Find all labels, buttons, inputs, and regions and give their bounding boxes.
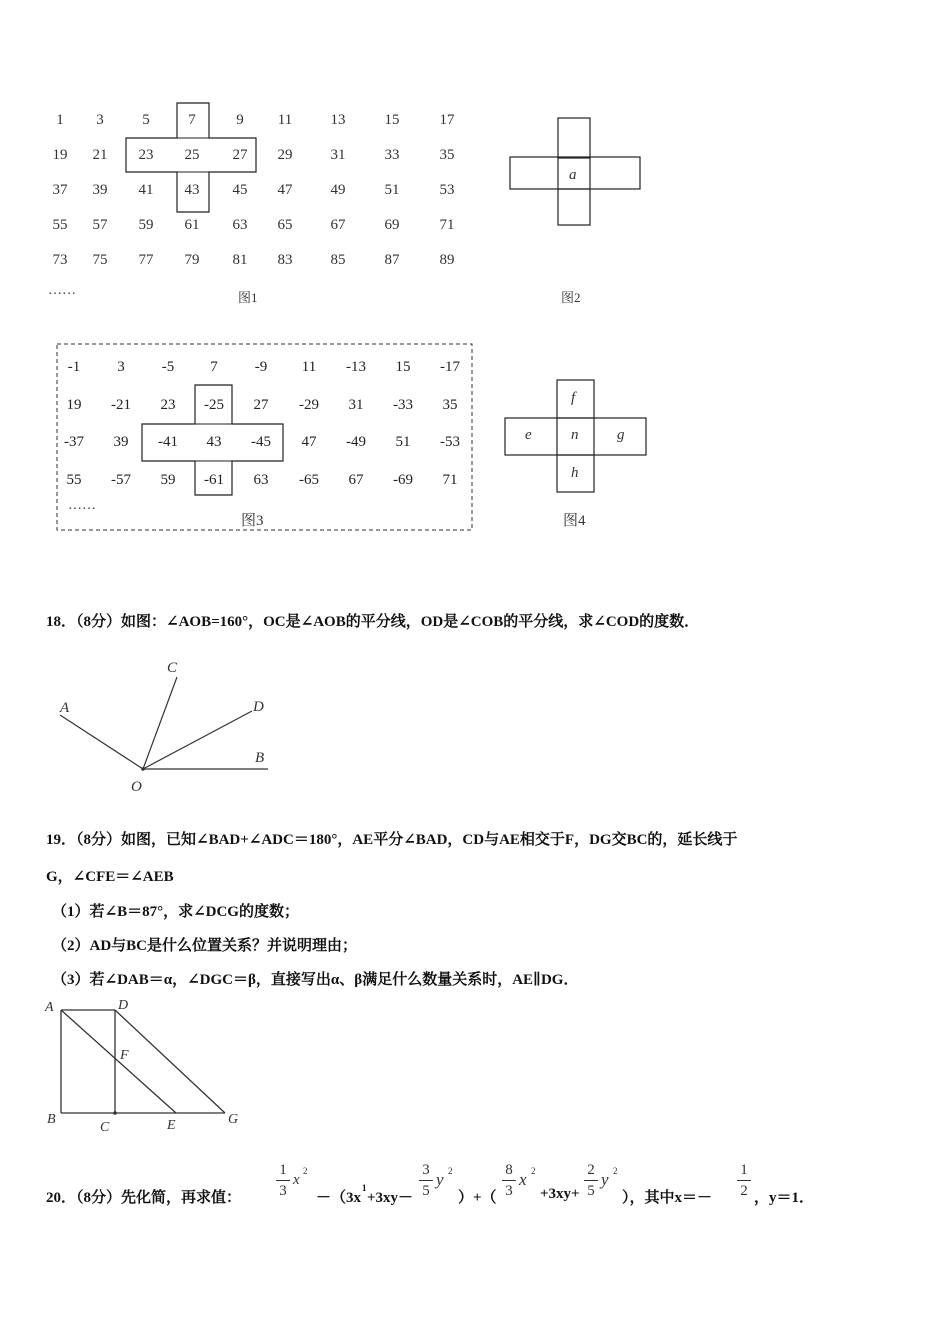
grid-number: 37 (52, 182, 68, 198)
grid-number: 81 (232, 252, 248, 268)
grid-number: 71 (439, 217, 455, 233)
grid-number: 67 (348, 472, 364, 488)
grid-number: -9 (254, 359, 268, 375)
fraction-denominator: 5 (587, 1183, 595, 1199)
grid-number: -57 (111, 472, 131, 488)
fraction-2-5 (584, 1161, 598, 1200)
fraction-denominator: 5 (422, 1183, 430, 1199)
grid-number: 3 (117, 359, 125, 375)
point-E-label: E (167, 1118, 176, 1133)
exponent-2: 2 (613, 1166, 618, 1176)
figure-2-caption: 图2 (561, 290, 581, 305)
grid-number: -61 (204, 472, 224, 488)
grid-number: 69 (384, 217, 400, 233)
fraction-3-5 (419, 1161, 433, 1200)
question-20-mid-1: +3xy－ (367, 1190, 414, 1206)
point-G-label: G (228, 1112, 239, 1127)
question-20-tail: ，y＝1． (754, 1190, 815, 1206)
grid-number: 61 (184, 217, 200, 233)
grid-number: 73 (52, 252, 68, 268)
grid-number: 41 (138, 182, 154, 198)
fraction-1-3 (276, 1161, 290, 1200)
grid-number: -69 (393, 472, 413, 488)
point-B-label: B (255, 750, 265, 766)
question-19-geometry-figure (40, 995, 260, 1140)
grid-number: -41 (158, 434, 178, 450)
grid-number: 85 (330, 252, 346, 268)
grid-number: 63 (232, 217, 248, 233)
grid-number: 27 (232, 147, 248, 163)
figure-1-cross-frame (0, 0, 500, 320)
variable-y: y (436, 1170, 444, 1189)
question-20-prefix: 20．（8分）先化简，再求值： (46, 1190, 242, 1206)
grid-number: 49 (330, 182, 346, 198)
figure-4-bottom-label: h (571, 465, 579, 481)
grid-number: -45 (251, 434, 271, 450)
fraction-numerator: 8 (505, 1162, 513, 1178)
fraction-8-3 (502, 1161, 516, 1200)
figure-4-left-label: e (525, 427, 532, 443)
grid-number: 77 (138, 252, 154, 268)
variable-x: x (293, 1172, 300, 1188)
figure-4-top-label: f (571, 390, 576, 406)
grid-number: 57 (92, 217, 108, 233)
grid-number: 59 (138, 217, 154, 233)
question-20-where: ），其中x＝－ (622, 1190, 713, 1206)
exponent-2: 2 (303, 1166, 308, 1176)
question-19-part-2: （2）AD与BC是什么位置关系？并说明理由； (52, 938, 358, 954)
grid-number: 5 (142, 112, 150, 128)
question-19-part-1: （1）若∠B＝87°，求∠DCG的度数； (52, 904, 299, 920)
question-20-close-plus-open: ）+（ (458, 1190, 497, 1206)
grid-number: 27 (253, 397, 269, 413)
fraction-denominator: 2 (740, 1183, 748, 1199)
grid-number: 53 (439, 182, 455, 198)
grid-number: 19 (52, 147, 68, 163)
grid-number: -13 (346, 359, 366, 375)
grid-number: 51 (395, 434, 411, 450)
point-D-label: D (118, 998, 129, 1013)
grid-number: 39 (113, 434, 129, 450)
grid-number: 47 (301, 434, 317, 450)
grid-number: 3 (96, 112, 104, 128)
grid-number: 71 (442, 472, 458, 488)
grid-number: -37 (64, 434, 84, 450)
point-C-label: C (167, 660, 178, 676)
question-18-text: 18．（8分）如图：∠AOB=160°，OC是∠AOB的平分线，OD是∠COB的平分线，求∠COD的度数． (46, 614, 700, 630)
grid-number: -33 (393, 397, 413, 413)
figure-1-caption: 图1 (238, 290, 258, 305)
grid-number: 21 (92, 147, 108, 163)
question-20-minus-open: －（3x (316, 1190, 362, 1206)
grid-number: 25 (184, 147, 200, 163)
figure-3-ellipsis: …… (68, 498, 96, 513)
grid-number: 7 (210, 359, 218, 375)
grid-number: 35 (439, 147, 455, 163)
grid-number: 31 (330, 147, 346, 163)
grid-number: 35 (442, 397, 458, 413)
point-A-label: A (60, 700, 70, 716)
fraction-numerator: 3 (422, 1162, 430, 1178)
grid-number: 1 (56, 112, 64, 128)
grid-number: 47 (277, 182, 293, 198)
grid-number: -49 (346, 434, 366, 450)
point-A-label: A (45, 1000, 54, 1015)
grid-number: 43 (184, 182, 200, 198)
grid-number: 19 (66, 397, 82, 413)
grid-number: -17 (440, 359, 460, 375)
grid-number: 55 (66, 472, 82, 488)
exponent-2: 2 (448, 1166, 453, 1176)
grid-number: 79 (184, 252, 200, 268)
grid-number: 59 (160, 472, 176, 488)
grid-number: 67 (330, 217, 346, 233)
grid-number: 23 (138, 147, 154, 163)
grid-number: 7 (188, 112, 196, 128)
grid-number: 11 (277, 112, 293, 128)
grid-number: -53 (440, 434, 460, 450)
question-19-line-1: 19．（8分）如图，已知∠BAD+∠ADC＝180°，AE平分∠BAD，CD与AE相交于F，DG交BC的，延长线于 (46, 832, 738, 848)
grid-number: 63 (253, 472, 269, 488)
question-19-part-3: （3）若∠DAB＝α，∠DGC＝β，直接写出α、β满足什么数量关系时，AE∥DG． (52, 972, 579, 988)
figure-4-caption: 图4 (563, 513, 586, 529)
fraction-numerator: 2 (587, 1162, 595, 1178)
fraction-denominator: 3 (279, 1183, 287, 1199)
grid-number: 29 (277, 147, 293, 163)
grid-number: 43 (206, 434, 222, 450)
grid-number: 13 (330, 112, 346, 128)
grid-number: -21 (111, 397, 131, 413)
grid-number: 39 (92, 182, 108, 198)
grid-number: 83 (277, 252, 293, 268)
grid-number: -65 (299, 472, 319, 488)
grid-number: -29 (299, 397, 319, 413)
figure-4-right-label: g (617, 427, 625, 443)
figure-1-ellipsis: …… (48, 283, 76, 298)
figure-2-center-label: a (569, 167, 577, 183)
question-20-mid-2: +3xy+ (540, 1186, 580, 1202)
variable-x: x (519, 1170, 527, 1189)
grid-number: 89 (439, 252, 455, 268)
question-19-line-2: G，∠CFE＝∠AEB (46, 869, 174, 885)
point-O-label: O (131, 779, 142, 795)
variable-y: y (601, 1170, 609, 1189)
fraction-1-2 (737, 1161, 751, 1200)
figure-4-center-label: n (571, 427, 579, 443)
exponent-2: 2 (531, 1166, 536, 1176)
grid-number: 87 (384, 252, 400, 268)
exponent-1: 1 (362, 1183, 367, 1193)
grid-number: 55 (52, 217, 68, 233)
fraction-numerator: 1 (740, 1162, 748, 1178)
grid-number: 33 (384, 147, 400, 163)
point-B-label: B (47, 1112, 56, 1127)
fraction-numerator: 1 (279, 1162, 287, 1178)
grid-number: 51 (384, 182, 400, 198)
point-D-label: D (253, 699, 264, 715)
point-C-label: C (100, 1120, 110, 1135)
question-18-angle-figure (40, 650, 300, 800)
grid-number: 75 (92, 252, 108, 268)
grid-number: 45 (232, 182, 248, 198)
point-F-label: F (120, 1048, 129, 1063)
grid-number: 17 (439, 112, 455, 128)
grid-number: 31 (348, 397, 364, 413)
grid-number: -1 (67, 359, 81, 375)
fraction-denominator: 3 (505, 1183, 513, 1199)
grid-number: 15 (395, 359, 411, 375)
figure-3-caption: 图3 (241, 513, 264, 529)
grid-number: 65 (277, 217, 293, 233)
grid-number: -5 (161, 359, 175, 375)
grid-number: 11 (301, 359, 317, 375)
grid-number: 9 (236, 112, 244, 128)
grid-number: 23 (160, 397, 176, 413)
grid-number: -25 (204, 397, 224, 413)
grid-number: 15 (384, 112, 400, 128)
